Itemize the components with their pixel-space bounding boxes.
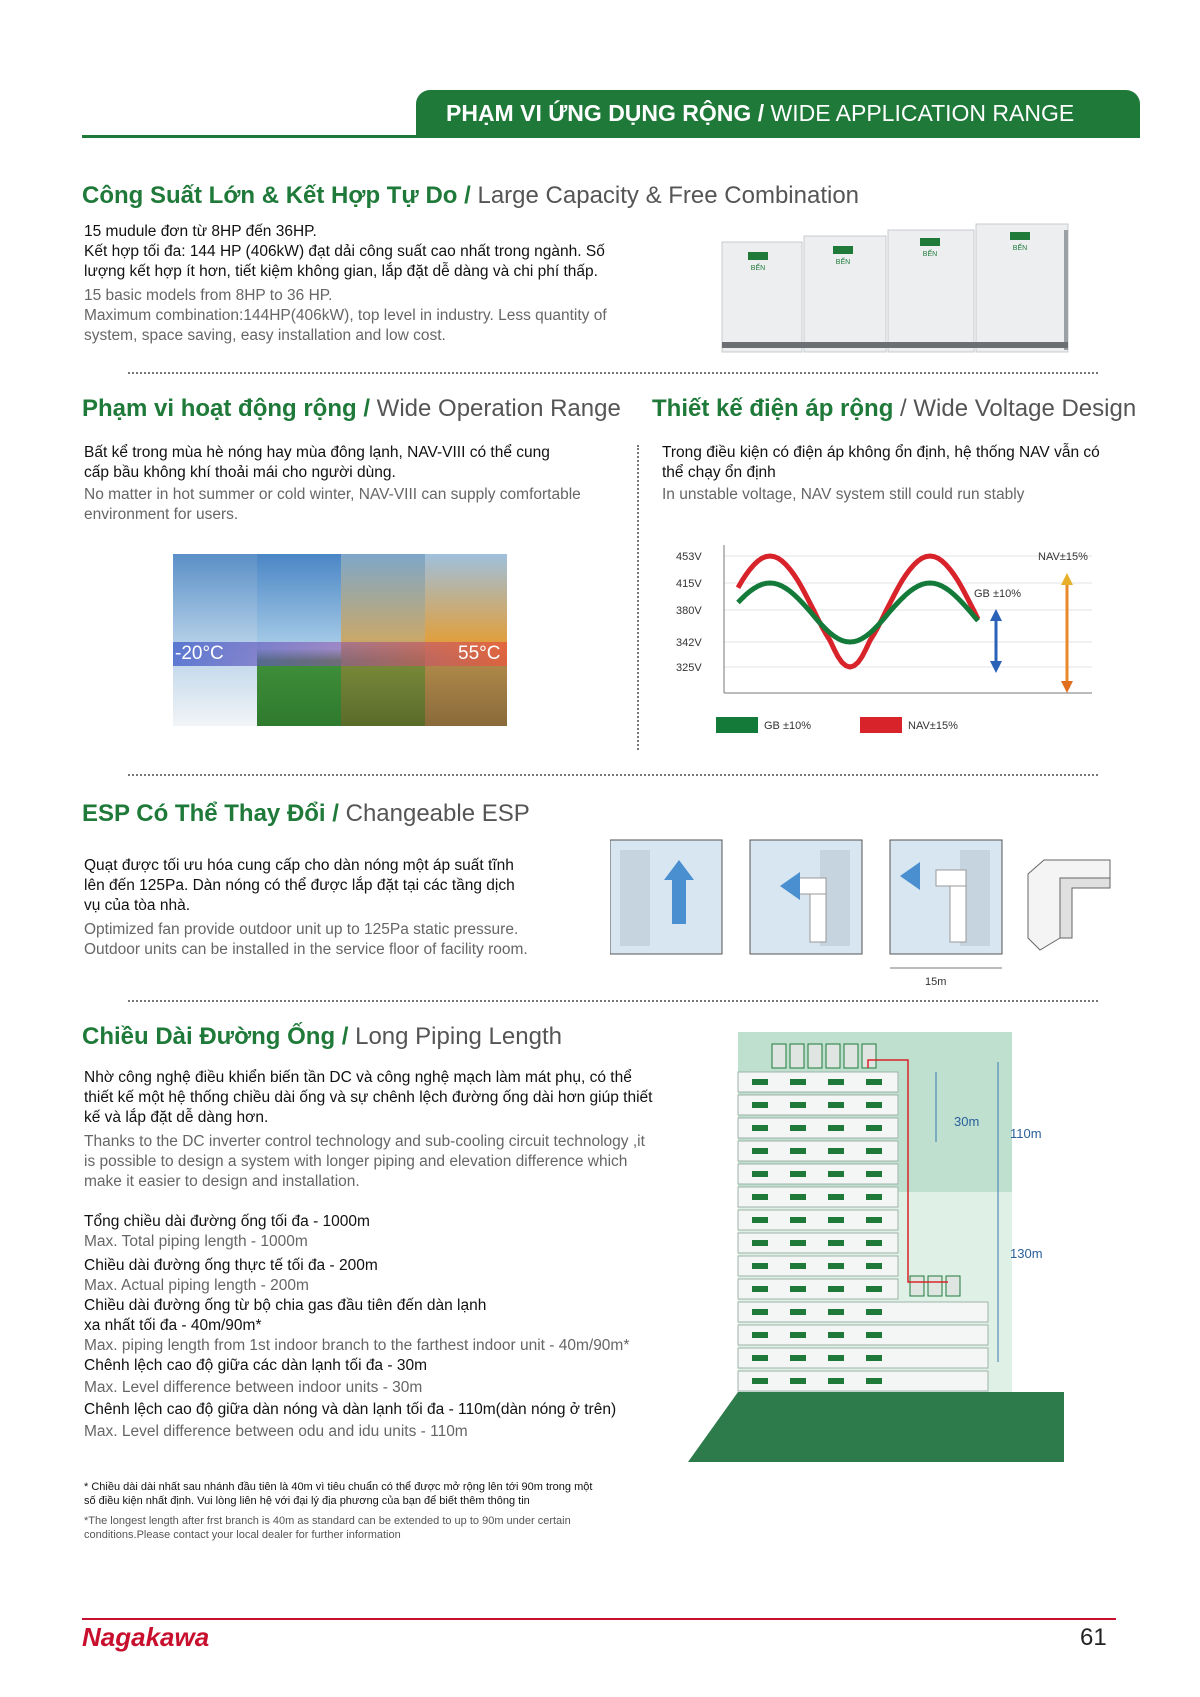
- spec-vn: Chênh lệch cao độ giữa dàn nóng và dàn lạnh tối đa - 110m(dàn nóng ở trên): [84, 1401, 617, 1418]
- indoor-unit: [790, 1217, 806, 1223]
- outdoor-unit-terrace: [910, 1276, 924, 1296]
- esp-heading: [82, 800, 530, 828]
- indoor-unit: [828, 1263, 844, 1269]
- indoor-unit: [828, 1102, 844, 1108]
- outdoor-unit-roof: [772, 1044, 786, 1068]
- vertical-divider: [637, 445, 639, 750]
- indoor-unit: [752, 1148, 768, 1154]
- esp-illustrations: [610, 838, 1120, 988]
- capacity-heading-vn: Công Suất Lớn & Kết Hợp Tự Do /: [82, 182, 478, 209]
- dimension-label-130m: 130m: [1010, 1246, 1043, 1261]
- piping-heading: [82, 1023, 562, 1051]
- piping-text: [84, 1068, 684, 1192]
- operation-en-line: environment for users.: [84, 506, 239, 523]
- indoor-unit: [866, 1332, 882, 1338]
- indoor-unit: [828, 1217, 844, 1223]
- outdoor-unit-terrace: [946, 1276, 960, 1296]
- indoor-unit: [866, 1240, 882, 1246]
- esp-panel-duct: [890, 840, 1002, 968]
- indoor-unit: [828, 1240, 844, 1246]
- building-floor: [738, 1371, 988, 1391]
- temp-low-label: -20°C: [175, 643, 224, 664]
- outdoor-unit-roof: [790, 1044, 804, 1068]
- building-floor: [738, 1348, 988, 1368]
- section-banner: [416, 90, 1140, 136]
- indoor-unit: [752, 1125, 768, 1131]
- outdoor-unit-roof: [862, 1044, 876, 1068]
- capacity-heading: [82, 182, 859, 210]
- indoor-unit: [866, 1378, 882, 1384]
- spec-en: Max. Level difference between indoor units - 30m: [84, 1379, 423, 1396]
- y-tick-label: 415V: [676, 578, 702, 590]
- y-tick-label: 380V: [676, 605, 702, 617]
- gb-arrow-head: [990, 609, 1002, 621]
- unit-badge-text: BẾN: [922, 251, 938, 258]
- footnote-vn-line: số điều kiện nhất định. Vui lòng liên hệ với đại lý địa phương của bạn để biết thêm thông tin: [84, 1495, 530, 1507]
- footer-rule: [82, 1618, 1116, 1620]
- spec-en: Max. Total piping length - 1000m: [84, 1233, 308, 1250]
- building-diagram: [688, 1032, 1064, 1462]
- outdoor-units-image: [718, 220, 1078, 356]
- footnote-en-line: conditions.Please contact your local dealer for further information: [84, 1529, 401, 1541]
- esp-vn-line: vụ của tòa nhà.: [84, 897, 190, 914]
- spec-en: Max. piping length from 1st indoor branch to the farthest indoor unit - 40m/90m*: [84, 1337, 630, 1354]
- gb-voltage-wave: [738, 583, 978, 642]
- outdoor-unit-roof: [808, 1044, 822, 1068]
- indoor-unit: [866, 1355, 882, 1361]
- indoor-unit: [790, 1125, 806, 1131]
- piping-heading-vn: Chiều Dài Đường Ống /: [82, 1023, 356, 1050]
- operation-heading-en: Wide Operation Range: [376, 395, 621, 422]
- voltage-vn-line: thể chạy ổn định: [662, 464, 776, 481]
- indoor-unit: [866, 1148, 882, 1154]
- operation-vn-line: cấp bầu không khí thoải mái cho người dùng.: [84, 464, 396, 481]
- capacity-text: [84, 222, 644, 346]
- indoor-unit: [790, 1286, 806, 1292]
- esp-panel-vertical: [610, 840, 722, 954]
- outdoor-unit: [722, 242, 802, 352]
- spec-en: Max. Level difference between odu and idu units - 110m: [84, 1423, 468, 1440]
- capacity-vn-line: lượng kết hợp ít hơn, tiết kiệm không gian, lắp đặt dễ dàng và chi phí thấp.: [84, 263, 598, 280]
- nav-voltage-wave: [738, 556, 978, 667]
- indoor-unit: [866, 1286, 882, 1292]
- footnote-en-line: *The longest length after frst branch is 40m as standard can be extended to up to 90m under certain: [84, 1515, 571, 1527]
- legend-swatch-gb: [716, 717, 758, 733]
- esp-en-line: Optimized fan provide outdoor unit up to 125Pa static pressure.: [84, 921, 519, 938]
- outdoor-unit-roof: [826, 1044, 840, 1068]
- indoor-unit: [752, 1309, 768, 1315]
- capacity-vn-line: Kết hợp tối đa: 144 HP (406kW) đạt dải công suất cao nhất trong ngành. Số: [84, 243, 605, 260]
- indoor-unit: [828, 1171, 844, 1177]
- footnote: [84, 1480, 684, 1542]
- capacity-vn-line: 15 mudule đơn từ 8HP đến 36HP.: [84, 223, 317, 240]
- indoor-unit: [790, 1148, 806, 1154]
- spec-vn: Chiều dài đường ống từ bộ chia gas đầu tiên đến dàn lạnh xa nhất tối đa - 40m/90m*: [84, 1297, 487, 1334]
- outdoor-unit-roof: [844, 1044, 858, 1068]
- operation-heading: [82, 395, 621, 423]
- capacity-en-line: Maximum combination:144HP(406kW), top level in industry. Less quantity of: [84, 307, 607, 324]
- spec-vn: Chênh lệch cao độ giữa các dàn lạnh tối đa - 30m: [84, 1357, 427, 1374]
- piping-specs: [84, 1212, 684, 1442]
- indoor-unit: [866, 1079, 882, 1085]
- indoor-unit: [790, 1171, 806, 1177]
- summer-panel: [341, 554, 425, 726]
- piping-vn-line: Nhờ công nghệ điều khiển biến tần DC và công nghệ mạch làm mát phụ, có thể: [84, 1069, 632, 1086]
- esp-en-line: Outdoor units can be installed in the service floor of facility room.: [84, 941, 528, 958]
- y-tick-label: 453V: [676, 551, 702, 563]
- banner-title-vn: PHẠM VI ỨNG DỤNG RỘNG /: [446, 100, 771, 126]
- ground: [688, 1392, 1064, 1462]
- y-tick-label: 325V: [676, 662, 702, 674]
- duct-drawing: [1028, 860, 1110, 950]
- legend-label-nav: NAV±15%: [908, 720, 958, 732]
- indoor-unit: [828, 1332, 844, 1338]
- building-floor: [738, 1302, 988, 1322]
- temp-high-label: 55°C: [458, 643, 501, 664]
- esp-vn-line: lên đến 125Pa. Dàn nóng có thể được lắp đặt tại các tầng dịch: [84, 877, 515, 894]
- indoor-unit: [752, 1171, 768, 1177]
- esp-text: [84, 856, 604, 960]
- unit-badge-text: BẾN: [1012, 245, 1028, 252]
- voltage-en-line: In unstable voltage, NAV system still could run stably: [662, 486, 1025, 503]
- esp-heading-vn: ESP Có Thể Thay Đổi /: [82, 800, 346, 827]
- dimension-label-110m: 110m: [1010, 1126, 1042, 1141]
- gb-annotation: GB ±10%: [974, 588, 1022, 600]
- seasons-image: [173, 554, 507, 726]
- indoor-unit: [828, 1194, 844, 1200]
- piping-heading-en: Long Piping Length: [355, 1023, 562, 1050]
- esp-dimension-label: 15m: [925, 976, 947, 988]
- operation-text: [84, 443, 624, 525]
- piping-vn-line: kế và lắp đặt dễ dàng hơn.: [84, 1109, 269, 1126]
- indoor-unit: [828, 1355, 844, 1361]
- esp-vn-line: Quạt được tối ưu hóa cung cấp cho dàn nóng một áp suất tĩnh: [84, 857, 514, 874]
- dimension-label-30m: 30m: [954, 1114, 980, 1129]
- capacity-en-line: system, space saving, easy installation and low cost.: [84, 327, 446, 344]
- autumn-panel: [425, 554, 507, 726]
- divider: [128, 774, 1098, 776]
- voltage-heading-vn: Thiết kế điện áp rộng: [652, 395, 901, 422]
- legend-label-gb: GB ±10%: [764, 720, 812, 732]
- indoor-unit: [866, 1194, 882, 1200]
- spec-en: Max. Actual piping length - 200m: [84, 1277, 309, 1294]
- page-number: 61: [1080, 1624, 1107, 1651]
- divider: [128, 1000, 1098, 1002]
- indoor-unit: [828, 1125, 844, 1131]
- outdoor-unit: [976, 224, 1068, 352]
- indoor-unit: [866, 1263, 882, 1269]
- indoor-unit: [752, 1263, 768, 1269]
- divider: [128, 372, 1098, 374]
- outdoor-unit: [888, 230, 974, 352]
- indoor-unit: [866, 1125, 882, 1131]
- piping-en-line: make it easier to design and installation.: [84, 1173, 360, 1190]
- indoor-unit: [752, 1332, 768, 1338]
- operation-en-line: No matter in hot summer or cold winter, NAV-VIII can supply comfortable: [84, 486, 581, 503]
- indoor-unit: [866, 1217, 882, 1223]
- footnote-vn-line: * Chiều dài dài nhất sau nhánh đầu tiên là 40m vì tiêu chuẩn có thể được mở rộng lên tới 90m trong một: [84, 1481, 593, 1493]
- indoor-unit: [790, 1378, 806, 1384]
- indoor-unit: [790, 1332, 806, 1338]
- capacity-heading-en: Large Capacity & Free Combination: [477, 182, 860, 209]
- indoor-unit: [790, 1263, 806, 1269]
- legend-swatch-nav: [860, 717, 902, 733]
- indoor-unit: [752, 1102, 768, 1108]
- esp-heading-en: Changeable ESP: [345, 800, 530, 827]
- indoor-unit: [828, 1378, 844, 1384]
- voltage-chart: [672, 545, 1112, 745]
- voltage-heading-en: / Wide Voltage Design: [900, 395, 1137, 422]
- spec-vn: Chiều dài đường ống thực tế tối đa - 200m: [84, 1257, 378, 1274]
- brand-logo: Nagakawa: [82, 1622, 210, 1652]
- indoor-unit: [790, 1309, 806, 1315]
- unit-badge-text: BẾN: [750, 265, 766, 272]
- voltage-vn-line: Trong điều kiện có điện áp không ổn định, hệ thống NAV vẫn có: [662, 444, 1100, 461]
- indoor-unit: [752, 1378, 768, 1384]
- nav-arrow-head: [1061, 573, 1073, 585]
- indoor-unit: [790, 1194, 806, 1200]
- banner-rule: [82, 135, 1140, 138]
- y-tick-label: 342V: [676, 637, 702, 649]
- indoor-unit: [752, 1079, 768, 1085]
- nav-arrow-head: [1061, 681, 1073, 693]
- capacity-en-line: 15 basic models from 8HP to 36 HP.: [84, 287, 333, 304]
- spec-vn: Tổng chiều dài đường ống tối đa - 1000m: [84, 1213, 370, 1230]
- esp-panel-side: [750, 840, 862, 954]
- indoor-unit: [790, 1102, 806, 1108]
- building-floor: [738, 1325, 988, 1345]
- indoor-unit: [790, 1355, 806, 1361]
- outdoor-unit-terrace: [928, 1276, 942, 1296]
- indoor-unit: [828, 1309, 844, 1315]
- indoor-unit: [752, 1217, 768, 1223]
- voltage-heading: [652, 395, 1136, 423]
- voltage-text: [662, 443, 1152, 505]
- indoor-unit: [866, 1309, 882, 1315]
- indoor-unit: [752, 1194, 768, 1200]
- outdoor-unit: [804, 236, 886, 352]
- indoor-unit: [828, 1286, 844, 1292]
- indoor-unit: [866, 1171, 882, 1177]
- operation-heading-vn: Phạm vi hoạt động rộng /: [82, 395, 377, 422]
- piping-en-line: is possible to design a system with longer piping and elevation difference which: [84, 1153, 628, 1170]
- indoor-unit: [790, 1079, 806, 1085]
- indoor-unit: [752, 1240, 768, 1246]
- operation-vn-line: Bất kể trong mùa hè nóng hay mùa đông lạnh, NAV-VIII có thể cung: [84, 444, 550, 461]
- nav-annotation: NAV±15%: [1038, 551, 1088, 563]
- piping-en-line: Thanks to the DC inverter control technology and sub-cooling circuit technology ,it: [84, 1133, 645, 1150]
- indoor-unit: [752, 1355, 768, 1361]
- spring-panel: [257, 554, 341, 726]
- piping-vn-line: thiết kế một hệ thống chiều dài ống và sự chênh lệch đường ống dài hơn giúp thiết: [84, 1089, 653, 1106]
- indoor-unit: [752, 1286, 768, 1292]
- winter-panel: [173, 554, 257, 726]
- indoor-unit: [828, 1079, 844, 1085]
- indoor-unit: [828, 1148, 844, 1154]
- indoor-unit: [866, 1102, 882, 1108]
- unit-badge-text: BẾN: [835, 259, 851, 266]
- indoor-unit: [790, 1240, 806, 1246]
- banner-title-en: WIDE APPLICATION RANGE: [770, 100, 1075, 126]
